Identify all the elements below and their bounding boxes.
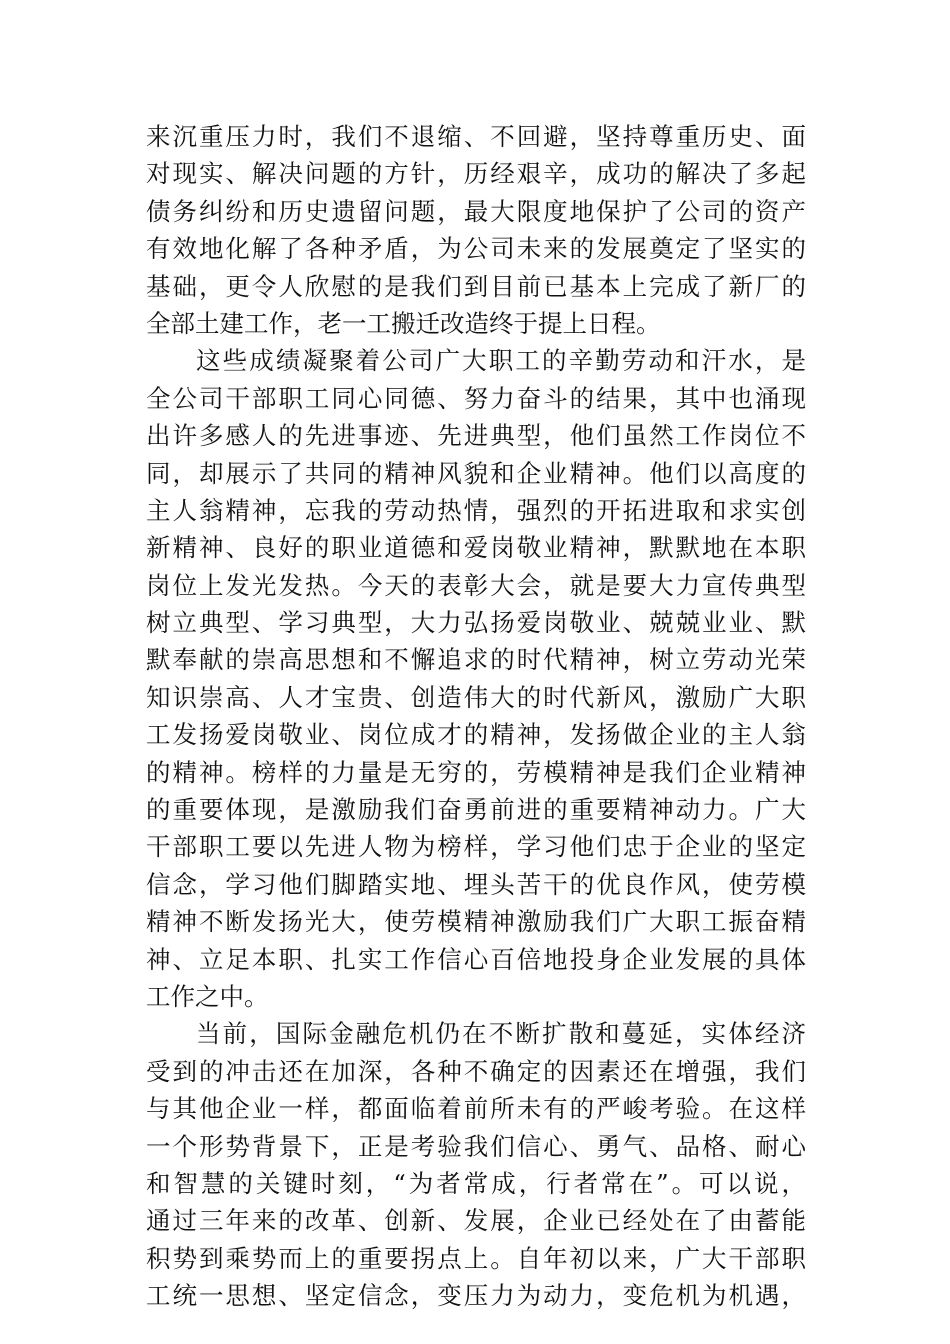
text-line: 一个形势背景下，正是考验我们信心、勇气、品格、耐心 (146, 1131, 806, 1161)
text-line: 积势到乘势而上的重要拐点上。自年初以来，广大干部职 (146, 1243, 806, 1273)
text-line: 基础，更令人欣慰的是我们到目前已基本上完成了新厂的 (146, 271, 806, 301)
text-line: 干部职工要以先进人物为榜样，学习他们忠于企业的坚定 (146, 832, 806, 862)
text-line: 对现实、解决问题的方针，历经艰辛，成功的解决了多起 (146, 159, 806, 189)
text-line: 与其他企业一样，都面临着前所未有的严峻考验。在这样 (146, 1094, 806, 1124)
text-line: 来沉重压力时，我们不退缩、不回避，坚持尊重历史、面 (146, 122, 806, 151)
text-line: 工统一思想、坚定信念，变压力为动力，变危机为机遇， (146, 1281, 806, 1311)
text-line: 全部土建工作，老一工搬迁改造终于提上日程。 (146, 308, 661, 338)
text-line: 受到的冲击还在加深，各种不确定的因素还在增强，我们 (146, 1056, 806, 1086)
text-line: 债务纠纷和历史遗留问题，最大限度地保护了公司的资产 (146, 196, 806, 226)
text-line: 主人翁精神，忘我的劳动热情，强烈的开拓进取和求实创 (146, 495, 806, 525)
paragraph (146, 1015, 806, 1314)
text-line: 默奉献的崇高思想和不懈追求的时代精神，树立劳动光荣 (146, 645, 806, 675)
text-line: 同，却展示了共同的精神风貌和企业精神。他们以高度的 (146, 458, 806, 488)
text-line: 岗位上发光发热。今天的表彰大会，就是要大力宣传典型 (146, 570, 806, 600)
text-line: 这些成绩凝聚着公司广大职工的辛勤劳动和汗水，是 (196, 346, 806, 376)
text-line: 有效地化解了各种矛盾，为公司未来的发展奠定了坚实的 (146, 234, 806, 264)
paragraph (146, 342, 806, 1015)
document-page (146, 118, 806, 1315)
text-line: 的重要体现，是激励我们奋勇前进的重要精神动力。广大 (146, 795, 806, 825)
text-line: 全公司干部职工同心同德、努力奋斗的结果，其中也涌现 (146, 383, 806, 413)
text-line: 精神不断发扬光大，使劳模精神激励我们广大职工振奋精 (146, 907, 806, 937)
text-line: 树立典型、学习典型，大力弘扬爱岗敬业、兢兢业业、默 (146, 608, 806, 638)
paragraph (146, 118, 806, 342)
text-line: 通过三年来的改革、创新、发展，企业已经处在了由蓄能 (146, 1206, 806, 1236)
text-line: 工作之中。 (146, 981, 269, 1011)
text-line: 工发扬爱岗敬业、岗位成才的精神，发扬做企业的主人翁 (146, 720, 806, 750)
text-line: 神、立足本职、扎实工作信心百倍地投身企业发展的具体 (146, 944, 806, 974)
text-line: 信念，学习他们脚踏实地、埋头苦干的优良作风，使劳模 (146, 869, 806, 899)
text-line: 和智慧的关键时刻，“为者常成，行者常在”。可以说， (146, 1168, 806, 1198)
text-line: 新精神、良好的职业道德和爱岗敬业精神，默默地在本职 (146, 533, 806, 563)
document-body (146, 118, 806, 1315)
text-line: 的精神。榜样的力量是无穷的，劳模精神是我们企业精神 (146, 757, 806, 787)
text-line: 当前，国际金融危机仍在不断扩散和蔓延，实体经济 (196, 1019, 806, 1049)
text-line: 知识崇高、人才宝贵、创造伟大的时代新风，激励广大职 (146, 682, 806, 712)
text-line: 出许多感人的先进事迹、先进典型，他们虽然工作岗位不 (146, 421, 806, 451)
